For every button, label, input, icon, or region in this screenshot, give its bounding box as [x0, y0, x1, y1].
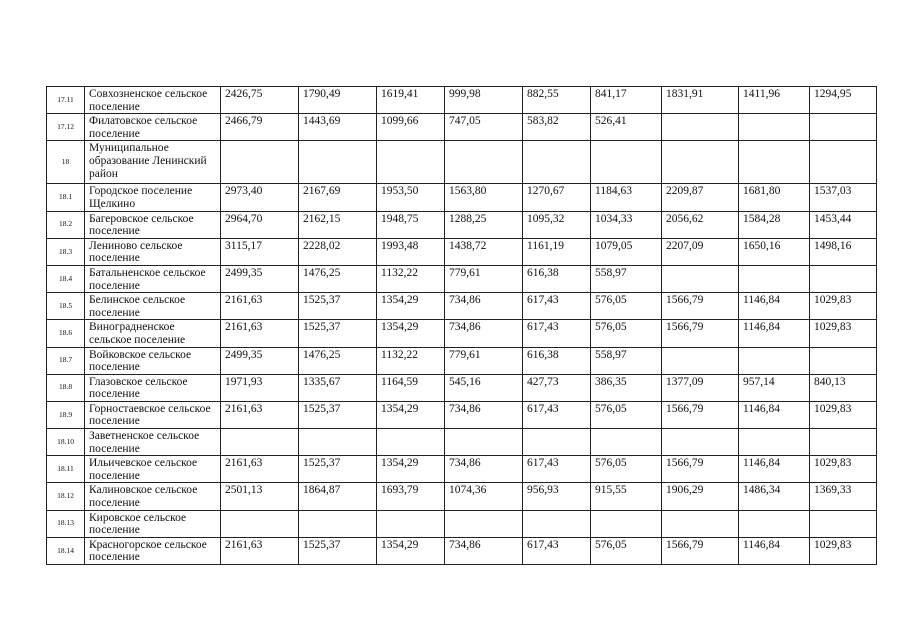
value-cell: 576,05 — [591, 456, 662, 483]
value-cell — [810, 265, 877, 292]
value-cell: 1525,37 — [299, 320, 377, 347]
settlement-name: Лениново сельское поселение — [85, 238, 221, 265]
value-cell: 1453,44 — [810, 211, 877, 238]
settlement-name: Горностаевское сельское поселение — [85, 401, 221, 428]
value-cell: 1948,75 — [377, 211, 445, 238]
value-cell — [810, 141, 877, 184]
value-cell: 734,86 — [445, 293, 523, 320]
value-cell: 526,41 — [591, 114, 662, 141]
value-cell: 779,61 — [445, 347, 523, 374]
row-number: 18.10 — [47, 429, 85, 456]
value-cell — [739, 114, 810, 141]
value-cell — [591, 141, 662, 184]
row-number: 18.5 — [47, 293, 85, 320]
value-cell: 1681,80 — [739, 184, 810, 211]
value-cell — [591, 510, 662, 537]
value-cell: 2499,35 — [221, 347, 299, 374]
value-cell: 1563,80 — [445, 184, 523, 211]
value-cell — [377, 141, 445, 184]
value-cell — [445, 141, 523, 184]
value-cell — [523, 141, 591, 184]
value-cell: 1906,29 — [662, 483, 739, 510]
value-cell: 545,16 — [445, 374, 523, 401]
value-cell — [662, 114, 739, 141]
value-cell — [299, 510, 377, 537]
value-cell: 2964,70 — [221, 211, 299, 238]
value-cell: 734,86 — [445, 320, 523, 347]
settlement-name: Ильичевское сельское поселение — [85, 456, 221, 483]
value-cell: 1184,63 — [591, 184, 662, 211]
settlement-name: Кировское сельское поселение — [85, 510, 221, 537]
value-cell: 1074,36 — [445, 483, 523, 510]
row-number: 18.7 — [47, 347, 85, 374]
value-cell: 840,13 — [810, 374, 877, 401]
value-cell: 2161,63 — [221, 401, 299, 428]
value-cell: 2973,40 — [221, 184, 299, 211]
value-cell: 1537,03 — [810, 184, 877, 211]
value-cell: 1650,16 — [739, 238, 810, 265]
table-row — [47, 141, 877, 184]
value-cell: 1029,83 — [810, 456, 877, 483]
value-cell: 841,17 — [591, 87, 662, 114]
value-cell: 1443,69 — [299, 114, 377, 141]
value-cell — [523, 510, 591, 537]
row-number: 17.12 — [47, 114, 85, 141]
value-cell — [662, 265, 739, 292]
value-cell: 747,05 — [445, 114, 523, 141]
table-row — [47, 265, 877, 292]
settlement-name: Филатовское сельское поселение — [85, 114, 221, 141]
value-cell: 999,98 — [445, 87, 523, 114]
value-cell — [221, 429, 299, 456]
value-cell: 576,05 — [591, 293, 662, 320]
settlement-name: Калиновское сельское поселение — [85, 483, 221, 510]
row-number: 18.1 — [47, 184, 85, 211]
settlement-name: Городское поселение Щелкино — [85, 184, 221, 211]
value-cell: 1566,79 — [662, 537, 739, 564]
value-cell: 1498,16 — [810, 238, 877, 265]
value-cell: 1525,37 — [299, 293, 377, 320]
value-cell: 734,86 — [445, 456, 523, 483]
row-number: 18.12 — [47, 483, 85, 510]
value-cell: 1146,84 — [739, 320, 810, 347]
row-number: 18.3 — [47, 238, 85, 265]
value-cell — [299, 429, 377, 456]
row-number: 18.4 — [47, 265, 85, 292]
settlement-name: Муниципальное образование Ленинский район — [85, 141, 221, 184]
value-cell: 1566,79 — [662, 456, 739, 483]
value-cell: 2161,63 — [221, 320, 299, 347]
row-number: 18.13 — [47, 510, 85, 537]
value-cell: 2228,02 — [299, 238, 377, 265]
table-body — [47, 87, 877, 565]
value-cell: 1029,83 — [810, 537, 877, 564]
value-cell: 616,38 — [523, 347, 591, 374]
row-number: 18.11 — [47, 456, 85, 483]
table-row — [47, 114, 877, 141]
value-cell — [662, 347, 739, 374]
value-cell: 1270,67 — [523, 184, 591, 211]
value-cell: 1525,37 — [299, 401, 377, 428]
value-cell: 576,05 — [591, 401, 662, 428]
settlement-name: Батальненское сельское поселение — [85, 265, 221, 292]
value-cell: 1354,29 — [377, 293, 445, 320]
value-cell: 1864,87 — [299, 483, 377, 510]
value-cell: 2426,75 — [221, 87, 299, 114]
value-cell: 2209,87 — [662, 184, 739, 211]
settlement-name: Виноградненское сельское поселение — [85, 320, 221, 347]
table-row — [47, 238, 877, 265]
value-cell: 617,43 — [523, 293, 591, 320]
value-cell: 1993,48 — [377, 238, 445, 265]
row-number: 18.8 — [47, 374, 85, 401]
table-row — [47, 401, 877, 428]
row-number: 18.6 — [47, 320, 85, 347]
value-cell: 1486,34 — [739, 483, 810, 510]
value-cell: 616,38 — [523, 265, 591, 292]
value-cell: 1953,50 — [377, 184, 445, 211]
value-cell: 1566,79 — [662, 320, 739, 347]
value-cell: 1029,83 — [810, 320, 877, 347]
value-cell: 617,43 — [523, 320, 591, 347]
settlement-name: Багеровское сельское поселение — [85, 211, 221, 238]
value-cell: 1146,84 — [739, 293, 810, 320]
value-cell: 2161,63 — [221, 456, 299, 483]
value-cell: 1354,29 — [377, 401, 445, 428]
row-number: 18.14 — [47, 537, 85, 564]
value-cell: 1164,59 — [377, 374, 445, 401]
value-cell — [591, 429, 662, 456]
value-cell: 956,93 — [523, 483, 591, 510]
value-cell: 1099,66 — [377, 114, 445, 141]
value-cell: 427,73 — [523, 374, 591, 401]
value-cell — [810, 429, 877, 456]
table-row — [47, 184, 877, 211]
value-cell: 1146,84 — [739, 537, 810, 564]
table-row — [47, 510, 877, 537]
value-cell — [445, 510, 523, 537]
table-row — [47, 293, 877, 320]
value-cell: 1288,25 — [445, 211, 523, 238]
value-cell — [662, 429, 739, 456]
value-cell: 1476,25 — [299, 347, 377, 374]
value-cell: 1354,29 — [377, 537, 445, 564]
row-number: 18 — [47, 141, 85, 184]
table-row — [47, 429, 877, 456]
settlement-name: Совхозненское сельское поселение — [85, 87, 221, 114]
value-cell — [221, 510, 299, 537]
row-number: 18.2 — [47, 211, 85, 238]
value-cell — [739, 265, 810, 292]
value-cell — [739, 347, 810, 374]
value-cell: 1566,79 — [662, 401, 739, 428]
settlement-name: Белинское сельское поселение — [85, 293, 221, 320]
value-cell: 583,82 — [523, 114, 591, 141]
value-cell: 1525,37 — [299, 456, 377, 483]
settlement-name: Красногорское сельское поселение — [85, 537, 221, 564]
value-cell: 1566,79 — [662, 293, 739, 320]
table-row — [47, 374, 877, 401]
value-cell: 1335,67 — [299, 374, 377, 401]
value-cell: 1294,95 — [810, 87, 877, 114]
value-cell: 2207,09 — [662, 238, 739, 265]
value-cell — [377, 429, 445, 456]
value-cell: 1619,41 — [377, 87, 445, 114]
value-cell: 1831,91 — [662, 87, 739, 114]
value-cell: 957,14 — [739, 374, 810, 401]
value-cell: 558,97 — [591, 265, 662, 292]
table-row — [47, 347, 877, 374]
table-row — [47, 87, 877, 114]
value-cell: 2499,35 — [221, 265, 299, 292]
value-cell: 1079,05 — [591, 238, 662, 265]
value-cell: 1525,37 — [299, 537, 377, 564]
tariff-table — [46, 86, 877, 565]
value-cell — [299, 141, 377, 184]
value-cell: 1377,09 — [662, 374, 739, 401]
value-cell: 1790,49 — [299, 87, 377, 114]
row-number: 18.9 — [47, 401, 85, 428]
value-cell: 1161,19 — [523, 238, 591, 265]
value-cell — [810, 114, 877, 141]
value-cell: 1476,25 — [299, 265, 377, 292]
value-cell: 734,86 — [445, 537, 523, 564]
value-cell — [810, 347, 877, 374]
value-cell: 2466,79 — [221, 114, 299, 141]
value-cell: 2056,62 — [662, 211, 739, 238]
value-cell: 915,55 — [591, 483, 662, 510]
value-cell: 882,55 — [523, 87, 591, 114]
value-cell: 1146,84 — [739, 456, 810, 483]
value-cell: 1354,29 — [377, 456, 445, 483]
value-cell: 2162,15 — [299, 211, 377, 238]
settlement-name: Глазовское сельское поселение — [85, 374, 221, 401]
value-cell — [377, 510, 445, 537]
value-cell: 2167,69 — [299, 184, 377, 211]
value-cell: 1438,72 — [445, 238, 523, 265]
value-cell: 1132,22 — [377, 265, 445, 292]
value-cell: 1095,32 — [523, 211, 591, 238]
settlement-name: Войковское сельское поселение — [85, 347, 221, 374]
value-cell: 576,05 — [591, 537, 662, 564]
value-cell: 1132,22 — [377, 347, 445, 374]
value-cell — [221, 141, 299, 184]
table-row — [47, 537, 877, 564]
value-cell: 576,05 — [591, 320, 662, 347]
value-cell: 1146,84 — [739, 401, 810, 428]
value-cell: 1369,33 — [810, 483, 877, 510]
value-cell: 734,86 — [445, 401, 523, 428]
value-cell: 3115,17 — [221, 238, 299, 265]
value-cell — [662, 141, 739, 184]
value-cell: 1584,28 — [739, 211, 810, 238]
value-cell: 386,35 — [591, 374, 662, 401]
value-cell: 1411,96 — [739, 87, 810, 114]
value-cell — [445, 429, 523, 456]
table-row — [47, 320, 877, 347]
value-cell: 617,43 — [523, 401, 591, 428]
row-number: 17.11 — [47, 87, 85, 114]
value-cell: 2161,63 — [221, 293, 299, 320]
value-cell: 617,43 — [523, 537, 591, 564]
value-cell: 1354,29 — [377, 320, 445, 347]
value-cell: 1029,83 — [810, 293, 877, 320]
value-cell: 617,43 — [523, 456, 591, 483]
value-cell — [662, 510, 739, 537]
table-row — [47, 483, 877, 510]
settlement-name: Заветненское сельское поселение — [85, 429, 221, 456]
value-cell — [739, 510, 810, 537]
value-cell — [739, 141, 810, 184]
table-row — [47, 456, 877, 483]
value-cell — [523, 429, 591, 456]
value-cell: 1034,33 — [591, 211, 662, 238]
value-cell: 2161,63 — [221, 537, 299, 564]
value-cell: 558,97 — [591, 347, 662, 374]
value-cell — [739, 429, 810, 456]
value-cell: 1029,83 — [810, 401, 877, 428]
value-cell: 779,61 — [445, 265, 523, 292]
value-cell: 1693,79 — [377, 483, 445, 510]
value-cell: 1971,93 — [221, 374, 299, 401]
table-row — [47, 211, 877, 238]
value-cell: 2501,13 — [221, 483, 299, 510]
value-cell — [810, 510, 877, 537]
